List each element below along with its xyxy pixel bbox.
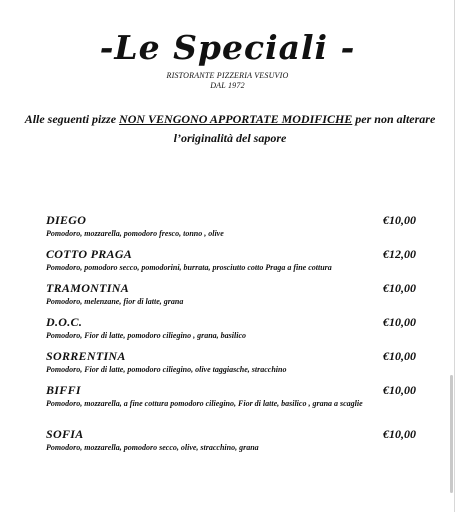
menu-item-name: SOFIA xyxy=(46,427,84,441)
menu-item xyxy=(46,213,422,247)
menu-item-description: Pomodoro, mozzarella, pomodoro secco, olive, stracchino, grana xyxy=(46,443,259,452)
menu-item xyxy=(46,349,422,383)
menu-item-name: BIFFI xyxy=(46,383,81,397)
notice-highlight: NON VENGONO APPORTATE MODIFICHE xyxy=(119,112,353,126)
menu-item-price: €10,00 xyxy=(383,315,416,329)
menu-item-price: €10,00 xyxy=(383,349,416,363)
menu-item-description: Pomodoro, Fior di latte, pomodoro ciliegino , grana, basilico xyxy=(46,331,247,340)
page-title: -Le Speciali - xyxy=(99,28,356,67)
menu-item-name: TRAMONTINA xyxy=(46,281,130,295)
menu-item xyxy=(46,247,422,281)
menu-item-header xyxy=(46,213,422,229)
menu-item xyxy=(46,383,422,427)
menu-item xyxy=(46,281,422,315)
vertical-scrollbar[interactable] xyxy=(450,375,453,493)
notice-suffix: per non alterare l’originalità del sapore xyxy=(173,112,436,145)
menu-item-description: Pomodoro, pomodoro secco, pomodorini, burrata, prosciutto cotto Praga a fine cottura xyxy=(46,263,332,272)
menu-item xyxy=(46,315,422,349)
menu-item-header xyxy=(46,315,422,331)
menu-item-header xyxy=(46,247,422,263)
restaurant-since: DAL 1972 xyxy=(210,81,245,90)
menu-item-price: €10,00 xyxy=(383,427,416,441)
no-modifications-notice xyxy=(20,110,440,148)
restaurant-subtitle xyxy=(0,71,455,91)
menu-item-description: Pomodoro, melenzane, fior di latte, grana xyxy=(46,297,184,306)
menu-item-description: Pomodoro, Fior di latte, pomodoro ciliegino, olive taggiasche, stracchino xyxy=(46,365,287,374)
menu-item-header xyxy=(46,281,422,297)
pizza-menu-list xyxy=(46,213,422,461)
menu-item-header xyxy=(46,383,422,399)
menu-item-price: €12,00 xyxy=(383,247,416,261)
menu-item-header xyxy=(46,349,422,365)
menu-item-price: €10,00 xyxy=(383,281,416,295)
menu-item-name: D.O.C. xyxy=(46,315,83,329)
menu-item-price: €10,00 xyxy=(383,383,416,397)
menu-item-name: COTTO PRAGA xyxy=(46,247,133,261)
menu-item xyxy=(46,427,422,461)
restaurant-name: RISTORANTE PIZZERIA VESUVIO xyxy=(166,71,289,80)
menu-item-name: SORRENTINA xyxy=(46,349,126,363)
menu-item-price: €10,00 xyxy=(383,213,416,227)
menu-item-description: Pomodoro, mozzarella, pomodoro fresco, tonno , olive xyxy=(46,229,224,238)
notice-prefix: Alle seguenti pizze xyxy=(24,112,120,126)
menu-item-name: DIEGO xyxy=(46,213,87,227)
menu-item-header xyxy=(46,427,422,443)
menu-item-description: Pomodoro, mozzarella, a fine cottura pomodoro ciliegino, Fior di latte, basilico , grana a scaglie xyxy=(46,399,363,408)
